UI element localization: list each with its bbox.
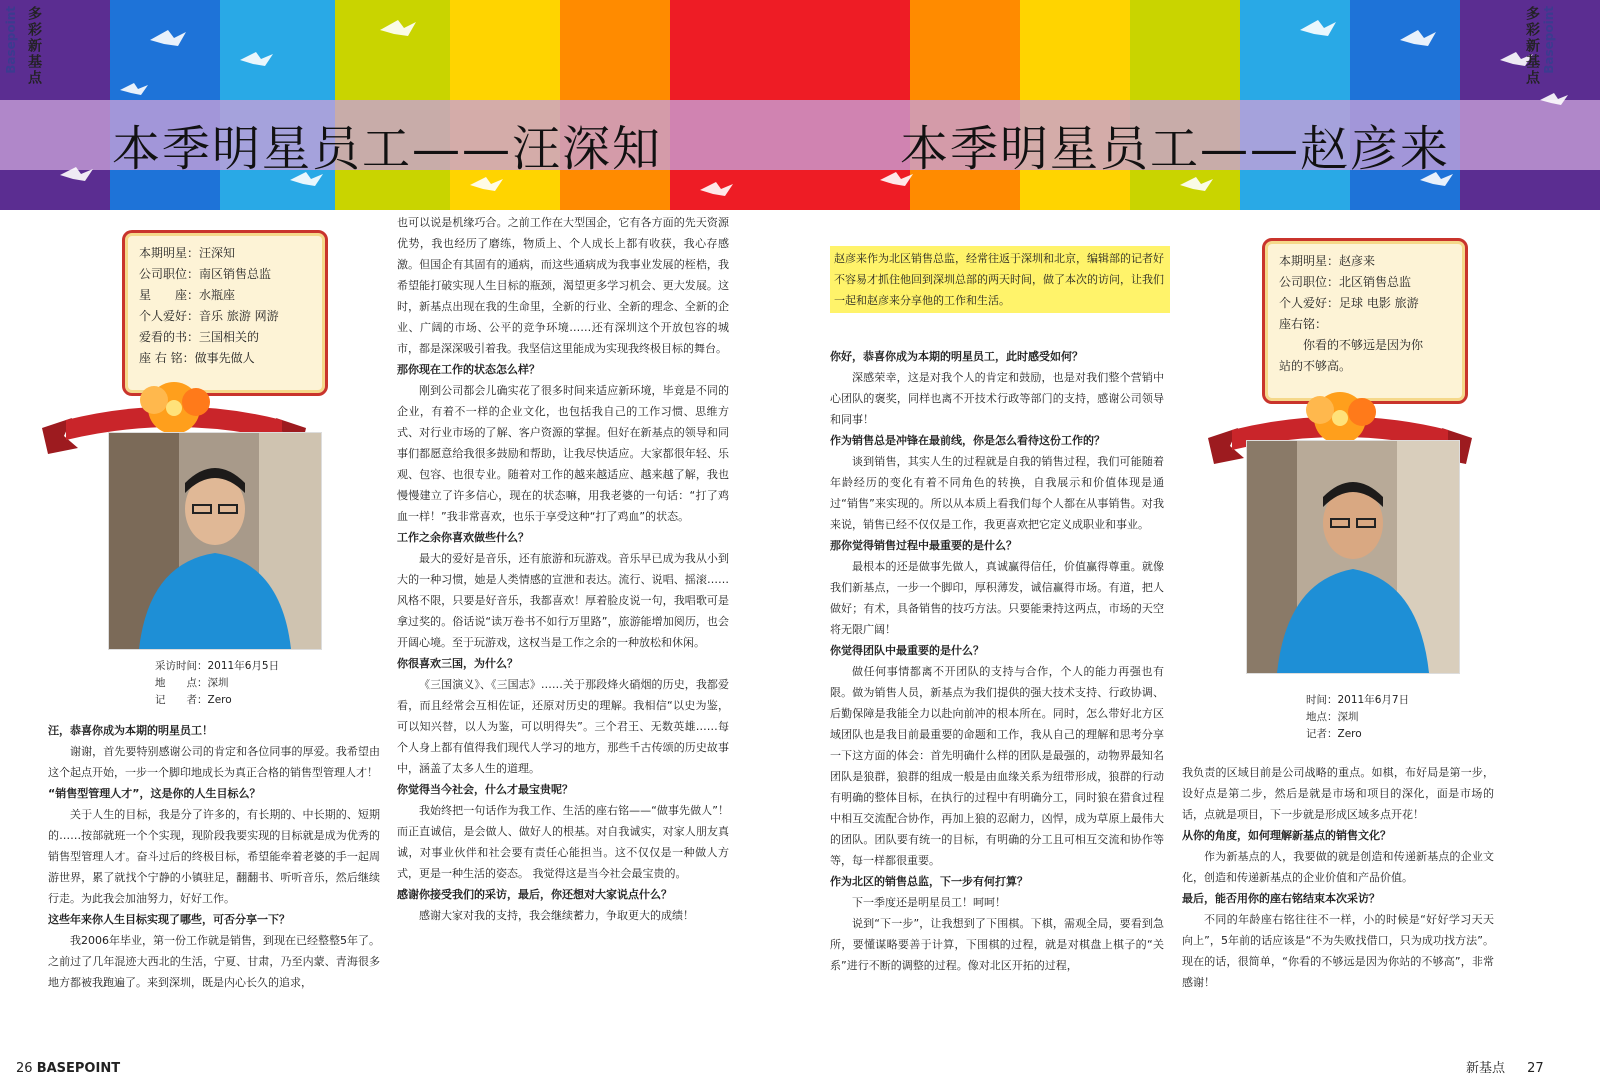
brand-vertical: Basepoint — [1542, 6, 1556, 74]
brand-vertical: Basepoint — [4, 6, 18, 74]
article-column-2 — [1182, 762, 1494, 993]
meta-line: 记 者：Zero — [155, 694, 232, 706]
profile-line: 爱看的书：三国相关的 — [139, 330, 260, 344]
page-number: 27 — [1527, 1061, 1544, 1076]
profile-line: 座 右 铭：做事先做人 — [139, 351, 255, 365]
question: 你觉得团队中最重要的是什么？ — [830, 644, 984, 657]
interview-meta — [1306, 692, 1409, 743]
page-number: 26 — [16, 1061, 33, 1076]
article-column-1 — [48, 720, 380, 993]
question: 从你的角度，如何理解新基点的销售文化？ — [1182, 829, 1391, 842]
question: 感谢你接受我们的采访，最后，你还想对大家说点什么？ — [397, 888, 672, 901]
meta-line: 地 点：深圳 — [155, 677, 229, 689]
question: “销售型管理人才”，这是你的人生目标么？ — [48, 787, 261, 800]
magazine-name: BASEPOINT — [36, 1061, 121, 1076]
profile-line: 座右铭： — [1279, 317, 1328, 331]
profile-line: 公司职位：南区销售总监 — [139, 267, 272, 281]
answer: 说到“下一步”，让我想到了下围棋。下棋，需观全局，要看到急所，要懂谋略要善于计算，下围棋的过程，就是对棋盘上棋子的“关系”进行不断的调整的过程。像对北区开拓的过程， — [830, 917, 1164, 972]
answer: 我2006年毕业，第一份工作就是销售，到现在已经整整5年了。之前过了几年混迹大西北的生活，宁夏、甘肃，乃至内蒙、青海很多地方都被我跑遍了。来到深圳，既是内心长久的追求， — [48, 934, 380, 989]
answer: 我始终把一句话作为我工作、生活的座右铭——“做事先做人”！而正直诚信，是会做人、做好人的根基。对自我诚实，对家人朋友真诚，对事业伙伴和社会要有责任心能担当。这不仅仅是一种做人方式，更是一种生活的姿态。 我觉得这是当今社会最宝贵的。 — [397, 804, 729, 880]
answer: 做任何事情都离不开团队的支持与合作，个人的能力再强也有限。做为销售人员，新基点为我们提供的强大技术支持、行政协调、后勤保障是我能全力以赴向前冲的根本所在。同时，怎么带好北方区域团队也是我目前最重要的命题和工作，我从自己的理解和思考分享一下这方面的体会：首先明确什么样的团队是最强的，动物界最知名团队是狼群，狼群的组成一般是由血缘关系为纽带形成，狼群的行动有明确的整体目标，在执行的过程中有明确分工，同时狼在猎食过程中相互交流配合协作，再加上狼的忍耐力，凶悍，成为草原上最伟大的团队。团队要有统一的目标，有明确的分工且可相互交流和协作等等，每一样都很重要。 — [830, 665, 1164, 867]
profile-line: 个人爱好：足球 电影 旅游 — [1279, 296, 1419, 310]
profile-line: 站的不够高。 — [1279, 359, 1352, 373]
question: 你觉得当今社会，什么才最宝贵呢？ — [397, 783, 573, 796]
question: 作为北区的销售总监，下一步有何打算？ — [830, 875, 1028, 888]
profile-line: 星 座：水瓶座 — [139, 288, 236, 302]
right-page — [800, 0, 1600, 1086]
answer: 谈到销售，其实人生的过程就是自我的销售过程，我们可能随着年龄经历的变化有着不同角色的转换，自我展示和价值体现是通过“销售”来实现的。所以从本质上看我们每个人都在从事销售。对我来说，销售已经不仅仅是工作，我更喜欢把它定义成职业和事业。 — [830, 455, 1164, 531]
answer: 作为新基点的人，我要做的就是创造和传递新基点的企业文化，创造和传递新基点的企业价值和产品价值。 — [1182, 850, 1494, 884]
answer: 《三国演义》、《三国志》……关于那段烽火硝烟的历史，我都爱看，而且经常会互相佐证，还原对历史的理解。我相信“以史为鉴，可以知兴替，以人为鉴，可以明得失”。三个君王、无数英雄……每个人身上都有值得我们现代人学习的地方，那些千古传颂的历史故事中，涵盖了太多人生的道理。 — [397, 678, 729, 775]
article-column-2 — [397, 212, 729, 926]
profile-card — [122, 230, 328, 396]
magazine-name: 新基点 — [1466, 1061, 1506, 1076]
interview-meta — [155, 658, 279, 709]
section-tag: 多彩新基点 — [1524, 6, 1540, 86]
question: 最后，能否用你的座右铭结束本次采访？ — [1182, 892, 1380, 905]
profile-line: 个人爱好：音乐 旅游 网游 — [139, 309, 279, 323]
question: 你很喜欢三国，为什么？ — [397, 657, 518, 670]
meta-line: 记者：Zero — [1306, 728, 1362, 740]
meta-line: 地点：深圳 — [1306, 711, 1359, 723]
answer: 下一季度还是明星员工！呵呵！ — [852, 896, 1006, 909]
meta-line: 时间：2011年6月7日 — [1306, 694, 1410, 706]
question: 工作之余你喜欢做些什么？ — [397, 531, 529, 544]
article-column-1 — [830, 346, 1164, 976]
meta-line: 采访时间：2011年6月5日 — [155, 660, 280, 672]
page-title: 本季明星员工——赵彦来 — [900, 121, 1451, 177]
profile-line: 本期明星：赵彦来 — [1279, 254, 1376, 268]
employee-photo — [108, 432, 322, 650]
answer: 感谢大家对我的支持，我会继续蓄力，争取更大的成绩！ — [419, 909, 694, 922]
answer: 最大的爱好是音乐，还有旅游和玩游戏。音乐早已成为我从小到大的一种习惯，她是人类情感的宣泄和表达。流行、说唱、摇滚……风格不限，只要是好音乐，我都喜欢！厚着脸皮说一句，我唱歌可是拿过奖的。俗话说“读万卷书不如行万里路”，旅游能增加阅历，也会开阔心境。至于玩游戏，这权当是工作之余的一种放松和休闲。 — [397, 552, 729, 649]
question: 你好，恭喜你成为本期的明星员工，此时感受如何？ — [830, 350, 1083, 363]
employee-photo — [1246, 440, 1460, 674]
answer: 关于人生的目标，我是分了许多的，有长期的、中长期的、短期的……按部就班一个个实现，现阶段我要实现的目标就是成为优秀的销售型管理人才。奋斗过后的终极目标，希望能牵着老婆的手一起周游世界，累了就找个宁静的小镇驻足，翻翻书、听听音乐，然后继续行走。为此我会加油努力，好好工作。 — [48, 808, 380, 905]
answer: 最根本的还是做事先做人，真诚赢得信任，价值赢得尊重。就像我们新基点，一步一个脚印，厚积薄发，诚信赢得市场。有道，把人做好；有术，具备销售的技巧方法。只要能秉持这两点，市场的天空将无限广阔！ — [830, 560, 1164, 636]
question: 汪，恭喜你成为本期的明星员工！ — [48, 724, 213, 737]
answer: 刚到公司都会儿确实花了很多时间来适应新环境，毕竟是不同的企业，有着不一样的企业文化，也包括我自己的工作习惯、思维方式、对行业市场的了解、客户资源的掌握。但好在新基点的领导和同事们都愿意给我很多鼓励和帮助，让我尽快适应。大家都很年轻、乐观、包容、也很专业。随着对工作的越来越适应、越来越了解，我也慢慢建立了许多信心，现在的状态嘛，用我老婆的一句话：“打了鸡血一样！”我非常喜欢，也乐于享受这种“打了鸡血”的状态。 — [397, 384, 729, 523]
footer — [16, 1061, 120, 1076]
question: 那你觉得销售过程中最重要的是什么？ — [830, 539, 1017, 552]
answer: 也可以说是机缘巧合。之前工作在大型国企，它有各方面的先天资源优势，我也经历了磨练，物质上、个人成长上都有收获，我心存感激。但国企有其固有的通病，而这些通病成为我事业发展的桎梏，我希望能打破实现人生目标的瓶颈，渴望更多学习机会、更大发展。这时，新基点出现在我的生命里，全新的行业、全新的理念、全新的企业、广阔的市场、公平的竞争环境……还有深圳这个开放包容的城市，都是深深吸引着我。我坚信这里能成为实现我终极目标的舞台。 — [397, 216, 729, 355]
question: 那你现在工作的状态怎么样？ — [397, 363, 540, 376]
page-title: 本季明星员工——汪深知 — [112, 121, 663, 177]
profile-card — [1262, 238, 1468, 404]
answer: 深感荣幸，这是对我个人的肯定和鼓励，也是对我们整个营销中心团队的褒奖，同样也离不开技术行政等部门的支持，感谢公司领导和同事！ — [830, 371, 1164, 426]
question: 这些年来你人生目标实现了哪些，可否分享一下？ — [48, 913, 290, 926]
footer — [1466, 1057, 1544, 1076]
profile-line: 公司职位：北区销售总监 — [1279, 275, 1412, 289]
intro-highlight: 赵彦来作为北区销售总监，经常往返于深圳和北京，编辑部的记者好不容易才抓住他回到深圳总部的两天时间，做了本次的访问，让我们一起和赵彦来分享他的工作和生活。 — [830, 246, 1170, 313]
profile-line: 你看的不够远是因为你 — [1279, 338, 1424, 352]
answer: 我负责的区域目前是公司战略的重点。如棋，布好局是第一步，设好点是第二步，然后是就是市场和项目的深化，面是市场的话，点就是项目，下一步就是形成区域多点开花！ — [1182, 766, 1494, 821]
question: 作为销售总是冲锋在最前线，你是怎么看待这份工作的？ — [830, 434, 1105, 447]
section-tag: 多彩新基点 — [26, 6, 42, 86]
answer: 谢谢，首先要特别感谢公司的肯定和各位同事的厚爱。我希望由这个起点开始，一步一个脚印地成长为真正合格的销售型管理人才！ — [48, 745, 380, 779]
profile-line: 本期明星：汪深知 — [139, 246, 236, 260]
answer: 不同的年龄座右铭往往不一样，小的时候是“好好学习天天向上”，5年前的话应该是“不为失败找借口，只为成功找方法”。现在的话，很简单，“你看的不够远是因为你站的不够高”，非常感谢！ — [1182, 913, 1494, 989]
